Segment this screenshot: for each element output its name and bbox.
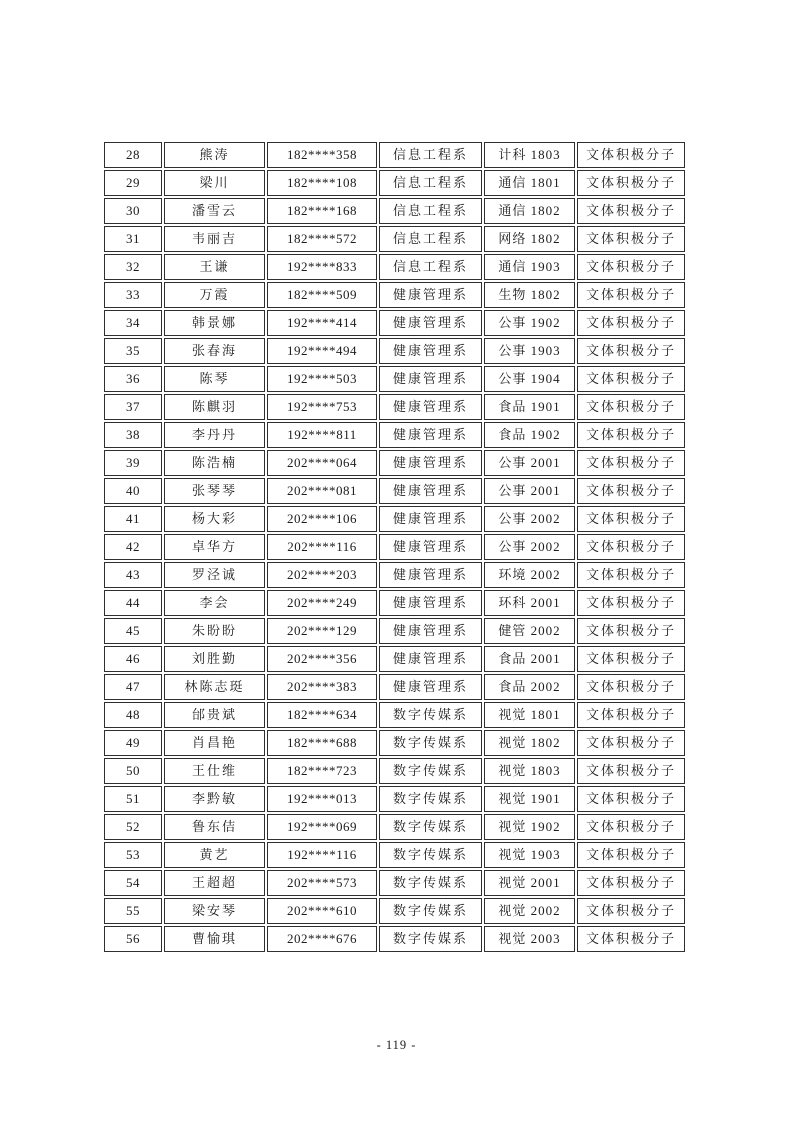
student_id-cell: 192****833 [267,254,377,280]
table-row [104,254,685,280]
class-cell: 通信 1802 [484,198,575,224]
class-cell: 公事 1903 [484,338,575,364]
student_id-cell: 202****249 [267,590,377,616]
name-cell: 黄艺 [164,842,265,868]
no-cell: 33 [104,282,162,308]
student_id-cell: 192****013 [267,786,377,812]
award-cell: 文体积极分子 [577,506,685,532]
name-cell: 朱盼盼 [164,618,265,644]
department-cell: 健康管理系 [379,562,482,588]
no-cell: 41 [104,506,162,532]
class-cell: 公事 2001 [484,478,575,504]
no-cell: 36 [104,366,162,392]
student_id-cell: 182****509 [267,282,377,308]
table-row [104,814,685,840]
class-cell: 网络 1802 [484,226,575,252]
class-cell: 视觉 2002 [484,898,575,924]
table-row [104,394,685,420]
award-cell: 文体积极分子 [577,814,685,840]
table-row [104,366,685,392]
name-cell: 王谦 [164,254,265,280]
student_id-cell: 182****572 [267,226,377,252]
award-cell: 文体积极分子 [577,198,685,224]
award-cell: 文体积极分子 [577,282,685,308]
no-cell: 45 [104,618,162,644]
no-cell: 52 [104,814,162,840]
table-row [104,646,685,672]
award-cell: 文体积极分子 [577,142,685,168]
department-cell: 健康管理系 [379,338,482,364]
award-cell: 文体积极分子 [577,310,685,336]
no-cell: 42 [104,534,162,560]
table-row [104,142,685,168]
no-cell: 43 [104,562,162,588]
award-cell: 文体积极分子 [577,170,685,196]
student_id-cell: 182****168 [267,198,377,224]
student_id-cell: 202****203 [267,562,377,588]
name-cell: 李会 [164,590,265,616]
award-cell: 文体积极分子 [577,590,685,616]
name-cell: 杨大彩 [164,506,265,532]
no-cell: 47 [104,674,162,700]
name-cell: 熊涛 [164,142,265,168]
student_id-cell: 182****108 [267,170,377,196]
award-cell: 文体积极分子 [577,226,685,252]
student_id-cell: 202****356 [267,646,377,672]
award-cell: 文体积极分子 [577,674,685,700]
student_id-cell: 192****811 [267,422,377,448]
award-cell: 文体积极分子 [577,842,685,868]
no-cell: 44 [104,590,162,616]
no-cell: 56 [104,926,162,952]
class-cell: 公事 2002 [484,534,575,560]
department-cell: 健康管理系 [379,674,482,700]
class-cell: 视觉 1901 [484,786,575,812]
student_id-cell: 202****573 [267,870,377,896]
name-cell: 韩景娜 [164,310,265,336]
table-row [104,590,685,616]
department-cell: 数字传媒系 [379,786,482,812]
no-cell: 34 [104,310,162,336]
student_id-cell: 202****116 [267,534,377,560]
name-cell: 张琴琴 [164,478,265,504]
award-cell: 文体积极分子 [577,394,685,420]
student_id-cell: 192****116 [267,842,377,868]
page-number: - 119 - [376,1038,417,1052]
table-row [104,702,685,728]
class-cell: 视觉 2001 [484,870,575,896]
name-cell: 王超超 [164,870,265,896]
no-cell: 39 [104,450,162,476]
table-row [104,422,685,448]
no-cell: 37 [104,394,162,420]
name-cell: 陈浩楠 [164,450,265,476]
award-cell: 文体积极分子 [577,618,685,644]
student_id-cell: 202****676 [267,926,377,952]
award-cell: 文体积极分子 [577,786,685,812]
class-cell: 食品 1902 [484,422,575,448]
department-cell: 数字传媒系 [379,926,482,952]
student_id-cell: 202****064 [267,450,377,476]
name-cell: 卓华方 [164,534,265,560]
no-cell: 48 [104,702,162,728]
name-cell: 韦丽吉 [164,226,265,252]
class-cell: 通信 1903 [484,254,575,280]
table-row [104,758,685,784]
name-cell: 曹愉琪 [164,926,265,952]
department-cell: 健康管理系 [379,394,482,420]
no-cell: 49 [104,730,162,756]
class-cell: 计科 1803 [484,142,575,168]
student_id-cell: 202****383 [267,674,377,700]
no-cell: 54 [104,870,162,896]
department-cell: 健康管理系 [379,366,482,392]
student_id-cell: 192****494 [267,338,377,364]
class-cell: 公事 1904 [484,366,575,392]
no-cell: 51 [104,786,162,812]
table-row [104,842,685,868]
student_id-cell: 192****753 [267,394,377,420]
table-row [104,898,685,924]
student_id-cell: 182****634 [267,702,377,728]
class-cell: 视觉 2003 [484,926,575,952]
no-cell: 40 [104,478,162,504]
name-cell: 万霞 [164,282,265,308]
class-cell: 公事 2002 [484,506,575,532]
award-cell: 文体积极分子 [577,534,685,560]
award-cell: 文体积极分子 [577,562,685,588]
class-cell: 公事 2001 [484,450,575,476]
table-row [104,338,685,364]
student_id-cell: 192****414 [267,310,377,336]
table-row [104,926,685,952]
department-cell: 数字传媒系 [379,702,482,728]
table-row [104,506,685,532]
department-cell: 健康管理系 [379,310,482,336]
table-row [104,786,685,812]
table-row [104,674,685,700]
name-cell: 肖昌艳 [164,730,265,756]
class-cell: 通信 1801 [484,170,575,196]
table-row [104,450,685,476]
name-cell: 张春海 [164,338,265,364]
award-cell: 文体积极分子 [577,366,685,392]
no-cell: 31 [104,226,162,252]
department-cell: 数字传媒系 [379,758,482,784]
award-cell: 文体积极分子 [577,422,685,448]
no-cell: 35 [104,338,162,364]
no-cell: 30 [104,198,162,224]
table-row [104,534,685,560]
name-cell: 林陈志珽 [164,674,265,700]
department-cell: 数字传媒系 [379,730,482,756]
student_id-cell: 202****129 [267,618,377,644]
student_id-cell: 182****723 [267,758,377,784]
award-cell: 文体积极分子 [577,926,685,952]
student_id-cell: 202****610 [267,898,377,924]
department-cell: 信息工程系 [379,170,482,196]
table-row [104,282,685,308]
name-cell: 潘雪云 [164,198,265,224]
department-cell: 健康管理系 [379,646,482,672]
table-row [104,310,685,336]
department-cell: 信息工程系 [379,198,482,224]
department-cell: 健康管理系 [379,590,482,616]
no-cell: 38 [104,422,162,448]
class-cell: 食品 1901 [484,394,575,420]
class-cell: 视觉 1903 [484,842,575,868]
name-cell: 李丹丹 [164,422,265,448]
name-cell: 王仕维 [164,758,265,784]
class-cell: 视觉 1801 [484,702,575,728]
table-row [104,170,685,196]
department-cell: 信息工程系 [379,226,482,252]
name-cell: 鲁东佶 [164,814,265,840]
student_id-cell: 182****688 [267,730,377,756]
no-cell: 55 [104,898,162,924]
award-table-body [104,142,685,952]
award-cell: 文体积极分子 [577,478,685,504]
name-cell: 梁安琴 [164,898,265,924]
award-cell: 文体积极分子 [577,730,685,756]
name-cell: 李黔敏 [164,786,265,812]
department-cell: 数字传媒系 [379,870,482,896]
department-cell: 数字传媒系 [379,814,482,840]
no-cell: 32 [104,254,162,280]
award-cell: 文体积极分子 [577,450,685,476]
no-cell: 28 [104,142,162,168]
table-row [104,226,685,252]
no-cell: 46 [104,646,162,672]
class-cell: 食品 2002 [484,674,575,700]
class-cell: 视觉 1802 [484,730,575,756]
name-cell: 梁川 [164,170,265,196]
table-row [104,198,685,224]
table-row [104,618,685,644]
no-cell: 53 [104,842,162,868]
table-row [104,478,685,504]
name-cell: 罗泾诚 [164,562,265,588]
no-cell: 29 [104,170,162,196]
department-cell: 健康管理系 [379,422,482,448]
award-cell: 文体积极分子 [577,758,685,784]
student_id-cell: 202****081 [267,478,377,504]
department-cell: 健康管理系 [379,534,482,560]
class-cell: 视觉 1803 [484,758,575,784]
class-cell: 环境 2002 [484,562,575,588]
class-cell: 视觉 1902 [484,814,575,840]
award-cell: 文体积极分子 [577,646,685,672]
class-cell: 生物 1802 [484,282,575,308]
no-cell: 50 [104,758,162,784]
department-cell: 数字传媒系 [379,842,482,868]
award-cell: 文体积极分子 [577,898,685,924]
student_id-cell: 192****069 [267,814,377,840]
class-cell: 环科 2001 [484,590,575,616]
name-cell: 刘胜勤 [164,646,265,672]
award-cell: 文体积极分子 [577,702,685,728]
award-cell: 文体积极分子 [577,254,685,280]
student_id-cell: 202****106 [267,506,377,532]
name-cell: 邰贵斌 [164,702,265,728]
name-cell: 陈琴 [164,366,265,392]
student_id-cell: 192****503 [267,366,377,392]
award-cell: 文体积极分子 [577,338,685,364]
award-list-table-wrap [102,140,691,954]
table-row [104,730,685,756]
table-row [104,562,685,588]
department-cell: 数字传媒系 [379,898,482,924]
department-cell: 健康管理系 [379,618,482,644]
name-cell: 陈麒羽 [164,394,265,420]
department-cell: 信息工程系 [379,254,482,280]
class-cell: 健管 2002 [484,618,575,644]
department-cell: 健康管理系 [379,506,482,532]
class-cell: 公事 1902 [484,310,575,336]
department-cell: 信息工程系 [379,142,482,168]
award-cell: 文体积极分子 [577,870,685,896]
department-cell: 健康管理系 [379,282,482,308]
student_id-cell: 182****358 [267,142,377,168]
department-cell: 健康管理系 [379,478,482,504]
table-row [104,870,685,896]
department-cell: 健康管理系 [379,450,482,476]
class-cell: 食品 2001 [484,646,575,672]
award-list-table [102,140,687,954]
